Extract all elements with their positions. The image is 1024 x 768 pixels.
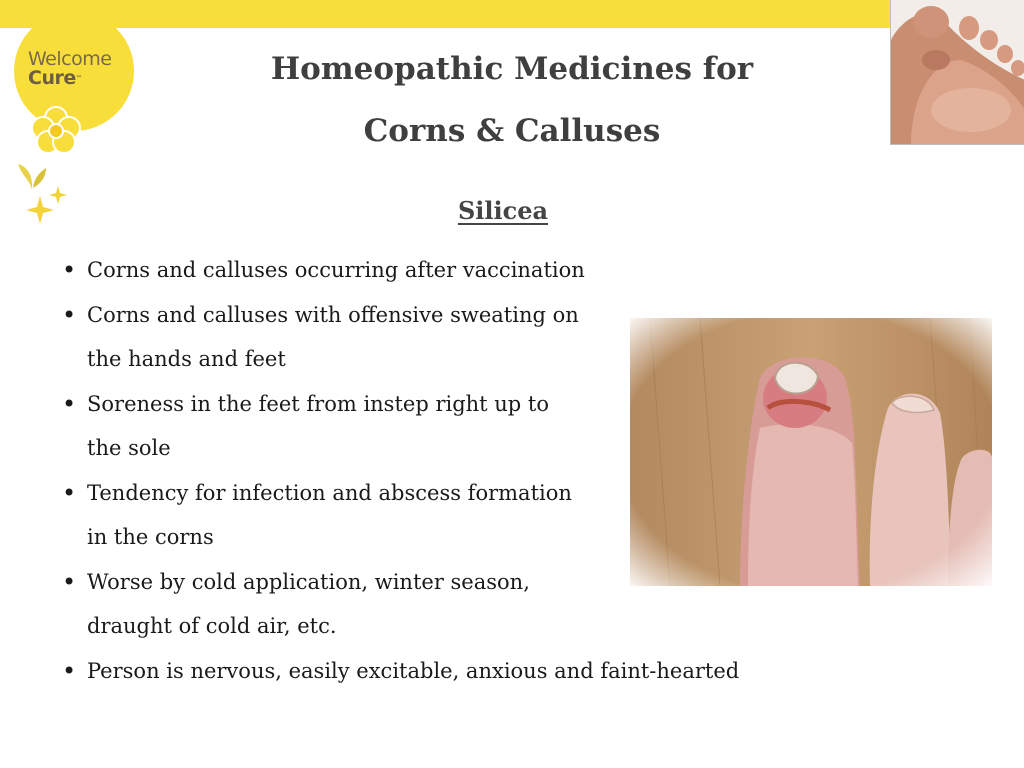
logo-line1: Welcome <box>28 48 112 70</box>
list-item: • Corns and calluses occurring after vaccination <box>60 248 800 293</box>
symptom-list <box>60 248 800 693</box>
bullet-icon: • <box>62 389 77 418</box>
logo-line2: Cure™ <box>28 67 82 89</box>
title-line2: Corns & Calluses <box>363 113 661 149</box>
corner-foot-photo <box>890 0 1024 145</box>
logo-text <box>28 50 128 88</box>
page-title <box>212 38 812 162</box>
bullet-icon: • <box>62 567 77 596</box>
bullet-icon: • <box>62 300 77 329</box>
list-item: • Tendency for infection and abscess formation in the corns <box>60 471 800 560</box>
remedy-subtitle: Silicea <box>457 196 549 225</box>
sparkle-icon <box>24 186 72 228</box>
list-item: • Worse by cold application, winter season, draught of cold air, etc. <box>60 560 800 649</box>
bullet-icon: • <box>62 256 77 284</box>
bullet-icon: • <box>62 656 77 685</box>
bullet-icon: • <box>62 478 77 507</box>
welcome-cure-logo <box>0 0 140 235</box>
list-item: • Person is nervous, easily excitable, anxious and faint-hearted <box>60 649 800 694</box>
list-item: • Corns and calluses with offensive sweating on the hands and feet <box>60 293 800 382</box>
list-item: • Soreness in the feet from instep right up to the sole <box>60 382 800 471</box>
flower-icon <box>30 106 82 154</box>
title-line1: Homeopathic Medicines for <box>270 51 754 87</box>
foot-sole-image <box>891 0 1024 144</box>
